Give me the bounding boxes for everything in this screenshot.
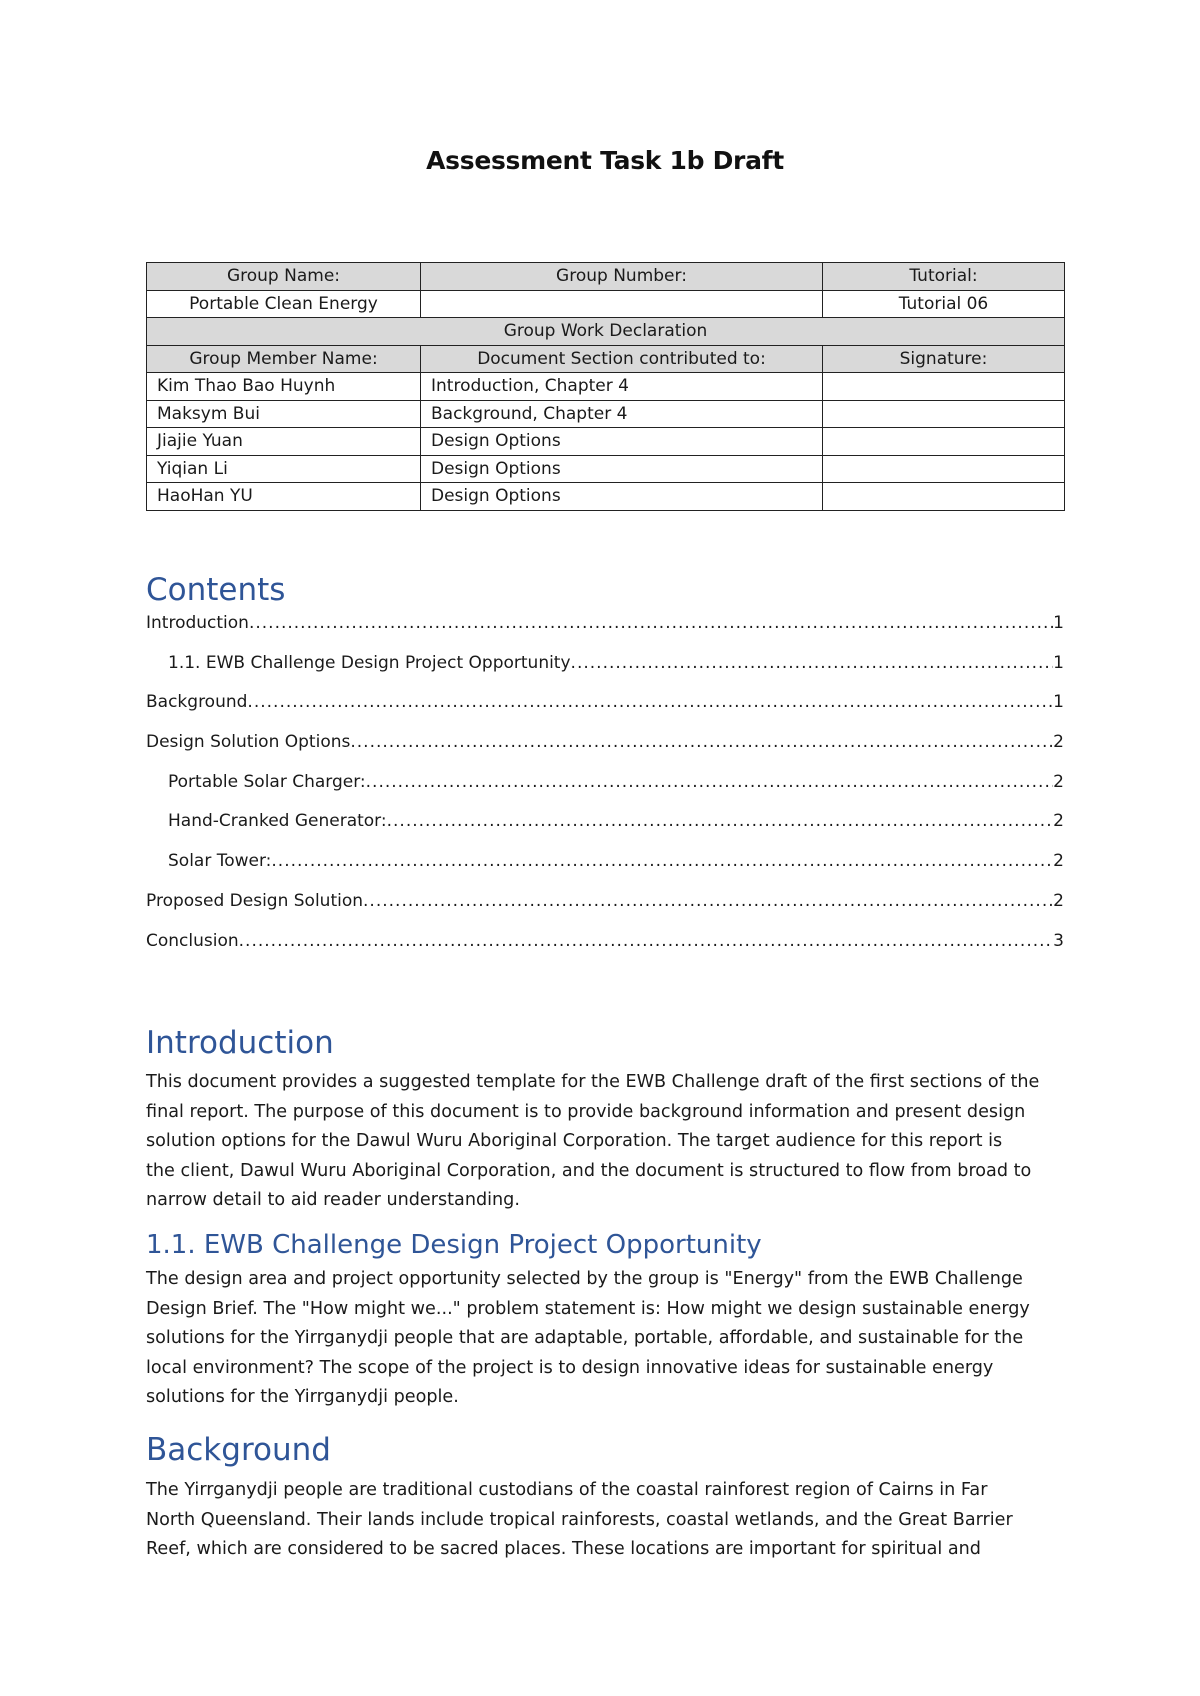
toc-entry-label: Proposed Design Solution xyxy=(146,890,364,911)
table-row xyxy=(147,373,1065,401)
declaration-title: Group Work Declaration xyxy=(147,318,1065,346)
member-name: Maksym Bui xyxy=(147,400,421,428)
member-name: Jiajie Yuan xyxy=(147,428,421,456)
toc-leader xyxy=(239,931,1054,951)
toc-leader xyxy=(350,732,1053,752)
background-heading: Background xyxy=(146,1432,331,1468)
opportunity-paragraph xyxy=(146,1265,1071,1413)
paragraph-line: local environment? The scope of the project is to design innovative ideas for sustainable energy xyxy=(146,1357,994,1378)
toc-entry-page: 1 xyxy=(1053,652,1064,673)
member-signature xyxy=(823,455,1065,483)
table-row xyxy=(147,483,1065,511)
toc-entry-label: Design Solution Options xyxy=(146,732,351,753)
member-name: Kim Thao Bao Huynh xyxy=(147,373,421,401)
paragraph-line: Design Brief. The "How might we..." problem statement is: How might we design sustainable energy xyxy=(146,1298,1030,1319)
toc-entry-page: 2 xyxy=(1053,890,1064,911)
member-signature xyxy=(823,428,1065,456)
toc-entry-page: 2 xyxy=(1053,811,1064,832)
group-name-header: Group Name: xyxy=(147,263,421,291)
paragraph-line: The Yirrganydji people are traditional custodians of the coastal rainforest region of Cairns in Far xyxy=(146,1480,988,1500)
toc-entry-page: 2 xyxy=(1053,771,1064,792)
toc-entry-page: 1 xyxy=(1053,613,1064,633)
paragraph-line: Reef, which are considered to be sacred places. These locations are important for spiritual and xyxy=(146,1539,981,1560)
member-section: Design Options xyxy=(421,428,823,456)
toc-leader xyxy=(387,811,1054,831)
table-row xyxy=(147,428,1065,456)
member-section: Design Options xyxy=(421,483,823,511)
toc-entry-label: Portable Solar Charger: xyxy=(168,771,366,792)
toc-entry-background[interactable] xyxy=(146,692,1064,732)
toc-entry-solar-tower[interactable] xyxy=(146,851,1064,891)
member-name: Yiqian Li xyxy=(147,455,421,483)
member-signature xyxy=(823,483,1065,511)
toc-leader xyxy=(366,772,1054,792)
introduction-paragraph xyxy=(146,1068,1071,1216)
member-signature xyxy=(823,400,1065,428)
toc-entry-page: 2 xyxy=(1053,851,1064,872)
toc-leader xyxy=(249,613,1053,633)
toc-entry-label: Conclusion xyxy=(146,930,239,951)
toc-entry-label: Background xyxy=(146,692,248,713)
toc-leader xyxy=(247,692,1053,712)
table-row xyxy=(147,455,1065,483)
toc-leader xyxy=(571,653,1054,673)
toc-entry-page: 2 xyxy=(1053,732,1064,753)
opportunity-heading: 1.1. EWB Challenge Design Project Opportunity xyxy=(146,1230,762,1260)
toc-leader xyxy=(363,891,1053,911)
group-number-value xyxy=(421,290,823,318)
paragraph-line: solutions for the Yirrganydji people. xyxy=(146,1387,459,1408)
toc-entry-design-solution-options[interactable] xyxy=(146,732,1064,772)
paragraph-line: solutions for the Yirrganydji people that are adaptable, portable, affordable, and sustainable for the xyxy=(146,1328,1024,1349)
toc-entry-introduction[interactable] xyxy=(146,613,1064,653)
paragraph-line: The design area and project opportunity selected by the group is "Energy" from the EWB Challenge xyxy=(146,1269,1023,1289)
group-info-row xyxy=(147,290,1065,318)
toc-entry-label: Introduction xyxy=(146,613,249,633)
toc-entry-page: 3 xyxy=(1053,930,1064,951)
contents-heading: Contents xyxy=(146,572,286,608)
member-section: Design Options xyxy=(421,455,823,483)
paragraph-line: narrow detail to aid reader understanding. xyxy=(146,1190,520,1211)
tutorial-header: Tutorial: xyxy=(823,263,1065,291)
toc-entry-hand-cranked-generator[interactable] xyxy=(146,811,1064,851)
table-row xyxy=(147,400,1065,428)
group-name-value: Portable Clean Energy xyxy=(147,290,421,318)
member-section: Introduction, Chapter 4 xyxy=(421,373,823,401)
group-number-header: Group Number: xyxy=(421,263,823,291)
toc-entry-page: 1 xyxy=(1053,692,1064,713)
signature-header: Signature: xyxy=(823,345,1065,373)
introduction-heading: Introduction xyxy=(146,1025,334,1061)
paragraph-line: solution options for the Dawul Wuru Aboriginal Corporation. The target audience for this report is xyxy=(146,1131,1003,1152)
tutorial-value: Tutorial 06 xyxy=(823,290,1065,318)
toc-entry-portable-solar-charger[interactable] xyxy=(146,772,1064,812)
document-title: Assessment Task 1b Draft xyxy=(426,146,784,175)
member-header-row xyxy=(147,345,1065,373)
toc-entry-label: Hand-Cranked Generator: xyxy=(168,811,387,832)
member-section: Background, Chapter 4 xyxy=(421,400,823,428)
toc-leader xyxy=(271,851,1053,871)
table-header-row xyxy=(147,263,1065,291)
declaration-title-row xyxy=(147,318,1065,346)
paragraph-line: This document provides a suggested template for the EWB Challenge draft of the first sections of the xyxy=(146,1072,1040,1092)
member-name: HaoHan YU xyxy=(147,483,421,511)
paragraph-line: final report. The purpose of this document is to provide background information and present design xyxy=(146,1101,1026,1122)
toc-entry-label: Solar Tower: xyxy=(168,851,272,872)
member-signature xyxy=(823,373,1065,401)
toc-entry-proposed-design-solution[interactable] xyxy=(146,891,1064,931)
paragraph-line: the client, Dawul Wuru Aboriginal Corporation, and the document is structured to flow from broad to xyxy=(146,1160,1032,1181)
toc-entry-label: 1.1. EWB Challenge Design Project Opportunity xyxy=(168,652,571,673)
background-paragraph xyxy=(146,1476,1071,1565)
group-declaration-table xyxy=(146,262,1065,511)
paragraph-line: North Queensland. Their lands include tropical rainforests, coastal wetlands, and the Great Barrier xyxy=(146,1509,1013,1530)
toc-entry-conclusion[interactable] xyxy=(146,931,1064,971)
member-name-header: Group Member Name: xyxy=(147,345,421,373)
table-of-contents xyxy=(146,613,1064,970)
toc-entry-opportunity[interactable] xyxy=(146,653,1064,693)
section-header: Document Section contributed to: xyxy=(421,345,823,373)
